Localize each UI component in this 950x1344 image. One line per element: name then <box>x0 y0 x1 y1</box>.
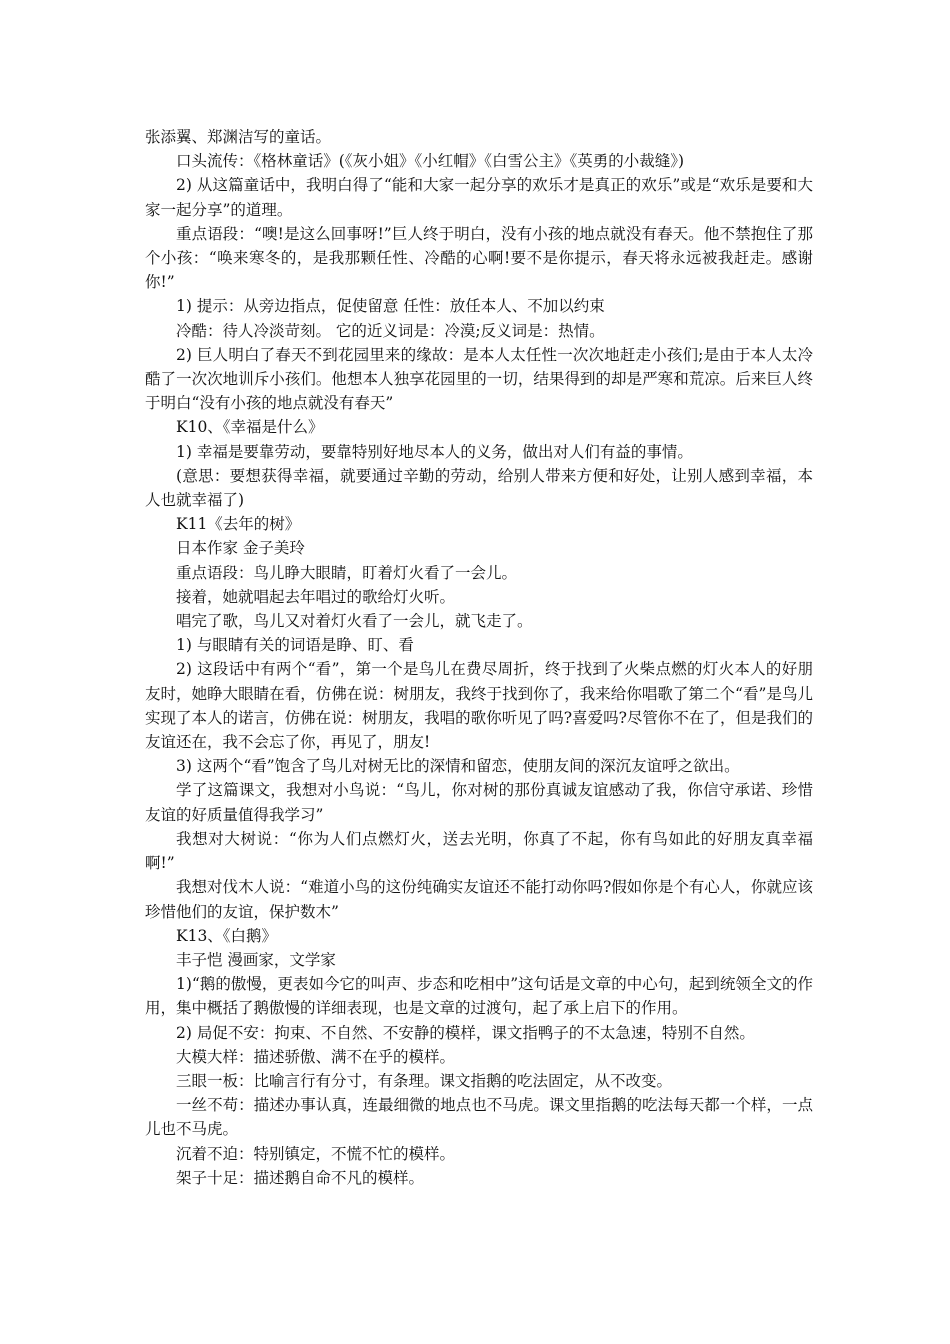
document-paragraph: 重点语段：鸟儿睁大眼睛，盯着灯火看了一会儿。 <box>176 563 518 582</box>
document-paragraph: 学了这篇课文，我想对小鸟说：“鸟儿，你对树的那份真诚友谊感动了我，你信守承诺、珍惜友谊的好质量值得我学习” <box>145 781 813 824</box>
document-paragraph: 张添翼、郑渊洁写的童话。 <box>145 128 332 146</box>
document-paragraph: (意思：要想获得幸福，就要通过辛勤的劳动，给别人带来方便和好处，让别人感到幸福，本人也就幸福了) <box>145 466 813 510</box>
document-paragraph: 架子十足：描述鹅自命不凡的模样。 <box>176 1168 425 1187</box>
document-paragraph: 1) 与眼睛有关的词语是睁、盯、看 <box>176 636 414 655</box>
document-paragraph: 接着，她就唱起去年唱过的歌给灯火听。 <box>176 587 456 606</box>
document-paragraph: 2) 这段话中有两个“看”，第一个是鸟儿在费尽周折，终于找到了火柴点燃的灯火本人的好朋友时，她睁大眼睛在看，仿佛在说：树朋友，我终于找到你了，我来给你唱歌了第二个“看”是鸟儿实现了本人的诺言，仿佛在说：树朋友，我唱的歌你听见了吗?喜爱吗?尽管你不在了，但是我们的友谊还在，我不会忘了你，再见了，朋友! <box>145 660 813 752</box>
document-paragraph: 2) 局促不安：拘束、不自然、不安静的模样，课文指鸭子的不太急速，特别不自然。 <box>176 1023 755 1042</box>
document-body <box>145 125 813 1190</box>
document-paragraph: 三眼一板：比喻言行有分寸，有条理。课文指鹅的吃法固定，从不改变。 <box>176 1071 673 1090</box>
document-paragraph: 一丝不苟：描述办事认真，连最细微的地点也不马虎。课文里指鹅的吃法每天都一个样，一点儿也不马虎。 <box>145 1096 813 1139</box>
document-paragraph: 大模大样：描述骄傲、满不在乎的模样。 <box>176 1047 456 1066</box>
document-paragraph: 沉着不迫：特别镇定，不慌不忙的模样。 <box>176 1144 456 1163</box>
document-paragraph: 冷酷：待人冷淡苛刻。 它的近义词是：冷漠;反义词是：热情。 <box>176 321 605 340</box>
document-paragraph: 丰子恺 漫画家，文学家 <box>176 950 336 969</box>
document-paragraph: K13、《白鹅》 <box>176 926 278 945</box>
document-paragraph: 我想对伐木人说：“难道小鸟的这份纯确实友谊还不能打动你吗?假如你是个有心人，你就应该珍惜他们的友谊，保护数木” <box>145 878 813 921</box>
document-paragraph: 日本作家 金子美玲 <box>176 539 305 558</box>
document-paragraph: 2) 从这篇童话中，我明白得了“能和大家一起分享的欢乐才是真正的欢乐”或是“欢乐是要和大家一起分享”的道理。 <box>145 176 813 219</box>
document-paragraph: K10、《幸福是什么》 <box>176 418 324 437</box>
document-paragraph: 重点语段：“噢!是这么回事呀!”巨人终于明白，没有小孩的地点就没有春天。他不禁抱住了那个小孩：“唤来寒冬的，是我那颗任性、冷酷的心啊!要不是你提示，春天将永远被我赶走。感谢你!” <box>145 224 813 292</box>
document-paragraph: 2) 巨人明白了春天不到花园里来的缘故：是本人太任性一次次地赶走小孩们;是由于本人太冷酷了一次次地训斥小孩们。他想本人独享花园里的一切，结果得到的却是严寒和荒凉。后来巨人终于明白“没有小孩的地点就没有春天” <box>145 345 813 413</box>
document-paragraph: 1) 提示：从旁边指点，促使留意 任性：放任本人、不加以约束 <box>176 297 605 316</box>
document-paragraph: 我想对大树说：“你为人们点燃灯火，送去光明，你真了不起，你有鸟如此的好朋友真幸福啊!” <box>145 829 813 873</box>
document-paragraph: K11《去年的树》 <box>176 515 301 534</box>
document-paragraph: 唱完了歌，鸟儿又对着灯火看了一会儿，就飞走了。 <box>176 612 533 631</box>
document-paragraph: 口头流传：《格林童话》(《灰小姐》《小红帽》《白雪公主》《英勇的小裁缝》) <box>176 152 685 171</box>
document-paragraph: 1)“鹅的傲慢，更表如今它的叫声、步态和吃相中”这句话是文章的中心句，起到统领全文的作用，集中概括了鹅傲慢的详细表现，也是文章的过渡句，起了承上启下的作用。 <box>145 975 813 1018</box>
document-paragraph: 3) 这两个“看”饱含了鸟儿对树无比的深情和留恋，使朋友间的深沉友谊呼之欲出。 <box>176 757 740 776</box>
document-paragraph: 1) 幸福是要靠劳动，要靠特别好地尽本人的义务，做出对人们有益的事情。 <box>176 442 693 461</box>
